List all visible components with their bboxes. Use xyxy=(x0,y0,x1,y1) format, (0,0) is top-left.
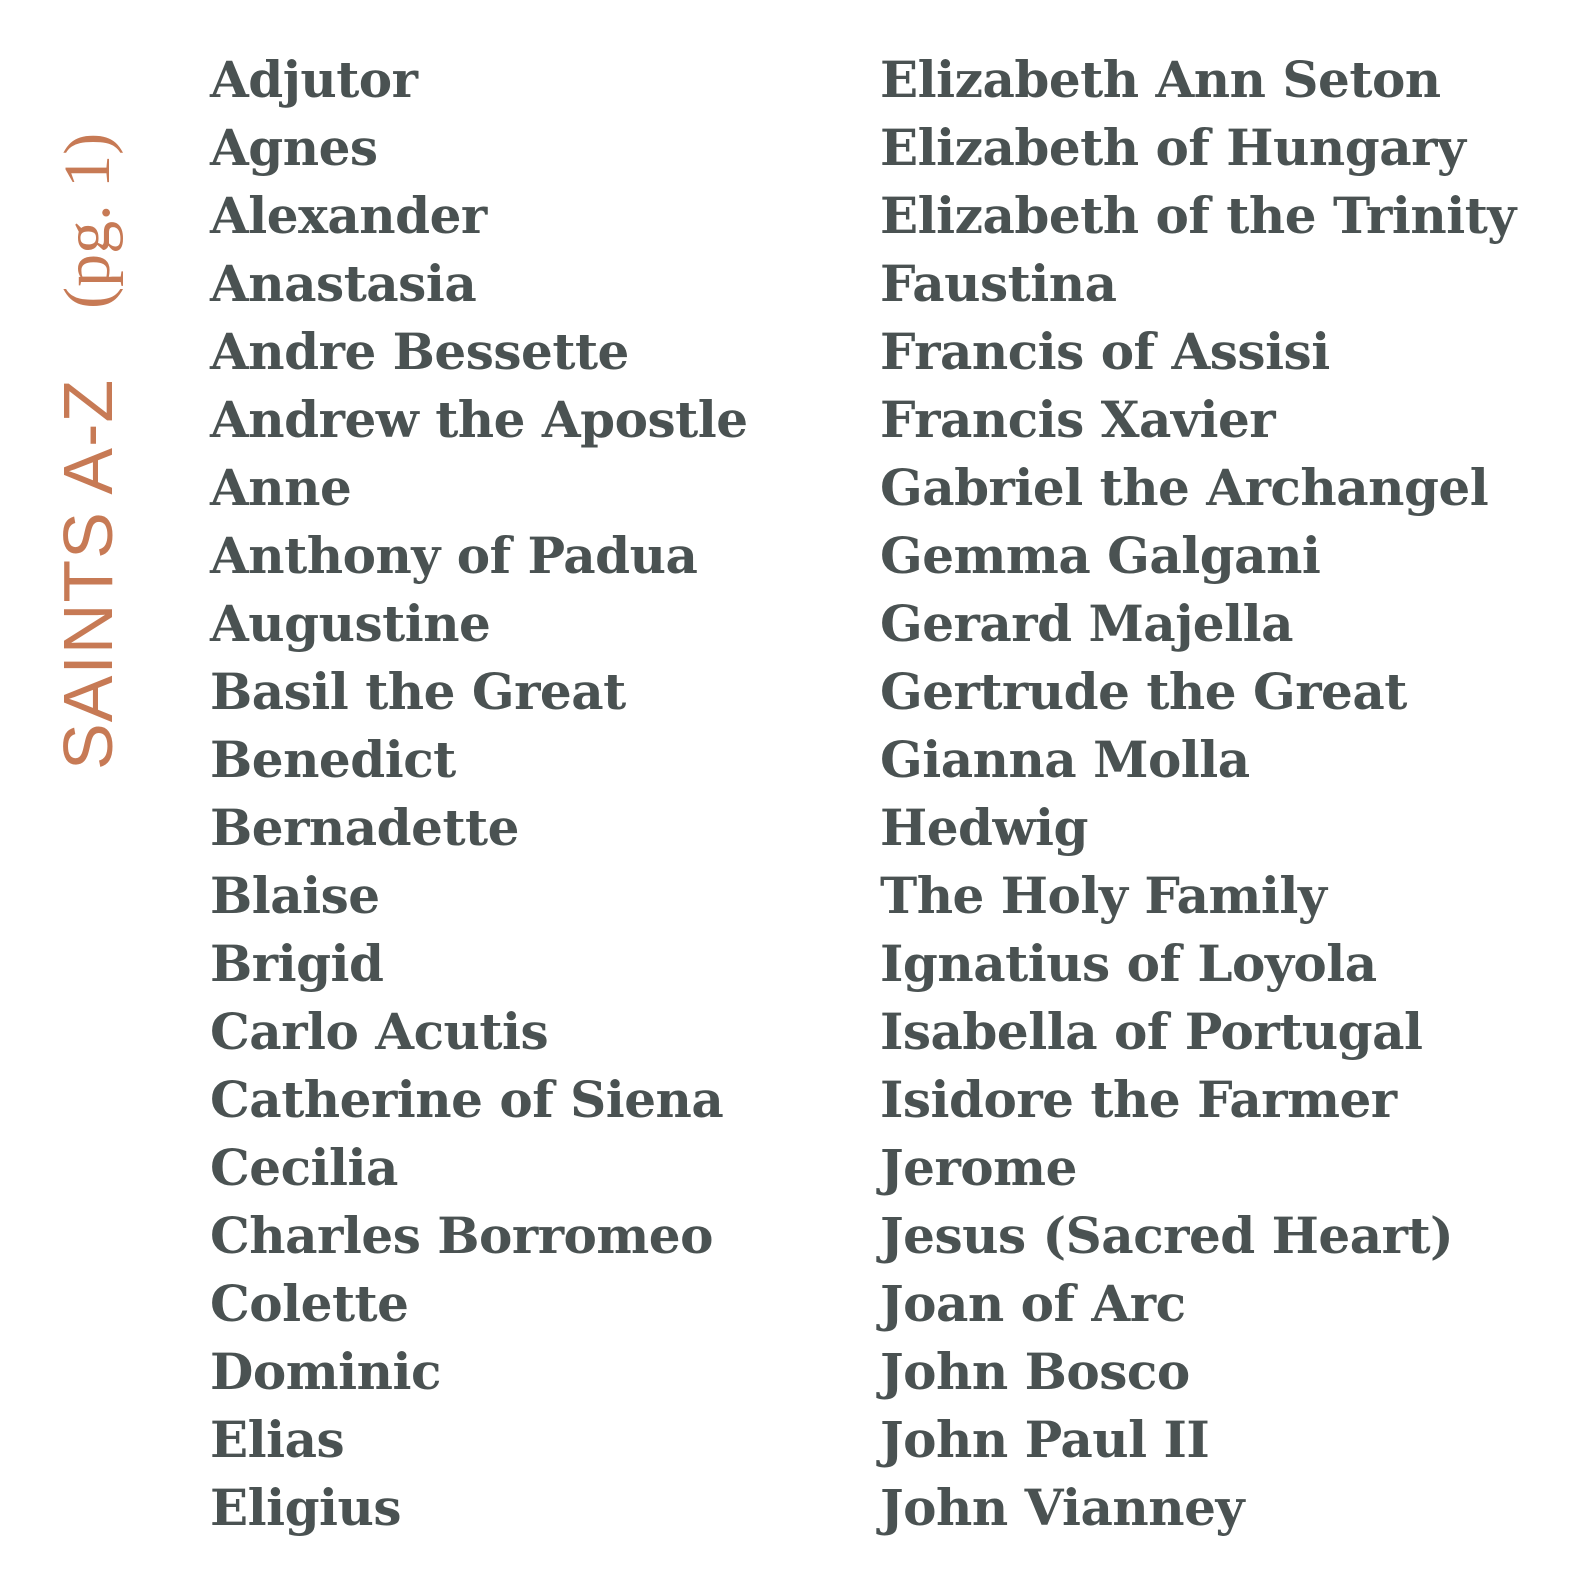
list-item: Francis of Assisi xyxy=(880,322,1330,381)
list-item: Benedict xyxy=(210,730,456,789)
title-main: SAINTS A-Z xyxy=(49,378,127,770)
list-item: Bernadette xyxy=(210,798,519,857)
list-item: Hedwig xyxy=(880,798,1089,857)
list-item: Brigid xyxy=(210,934,384,993)
list-item: Dominic xyxy=(210,1342,441,1401)
list-item: Gertrude the Great xyxy=(880,662,1407,721)
list-item: Anastasia xyxy=(210,254,477,313)
list-item: Basil the Great xyxy=(210,662,626,721)
list-item: Faustina xyxy=(880,254,1117,313)
list-item: Catherine of Siena xyxy=(210,1070,724,1129)
list-item: Elizabeth of the Trinity xyxy=(880,186,1516,245)
list-item: Andrew the Apostle xyxy=(210,390,748,449)
list-item: The Holy Family xyxy=(880,866,1327,925)
list-item: Anne xyxy=(210,458,352,517)
list-item: John Vianney xyxy=(880,1478,1244,1537)
list-item: Elizabeth Ann Seton xyxy=(880,50,1441,109)
list-item: Elizabeth of Hungary xyxy=(880,118,1466,177)
list-item: Gemma Galgani xyxy=(880,526,1321,585)
saints-list-left xyxy=(210,46,830,1542)
list-item: John Paul II xyxy=(880,1410,1210,1469)
list-item: Gabriel the Archangel xyxy=(880,458,1489,517)
saints-list-right xyxy=(880,46,1580,1542)
page-title xyxy=(49,60,127,770)
list-item: Joan of Arc xyxy=(880,1274,1186,1333)
list-item: Gianna Molla xyxy=(880,730,1250,789)
list-item: Ignatius of Loyola xyxy=(880,934,1377,993)
list-item: Carlo Acutis xyxy=(210,1002,549,1061)
list-item: Isabella of Portugal xyxy=(880,1002,1423,1061)
list-item: Francis Xavier xyxy=(880,390,1276,449)
list-item: Adjutor xyxy=(210,50,418,109)
list-item: Jesus (Sacred Heart) xyxy=(880,1206,1454,1265)
list-item: Isidore the Farmer xyxy=(880,1070,1397,1129)
list-item: Charles Borromeo xyxy=(210,1206,713,1265)
list-item: Augustine xyxy=(210,594,491,653)
list-item: Blaise xyxy=(210,866,380,925)
list-item: Andre Bessette xyxy=(210,322,629,381)
list-item: Alexander xyxy=(210,186,487,245)
list-item: Jerome xyxy=(880,1138,1077,1197)
list-item: John Bosco xyxy=(880,1342,1190,1401)
list-item: Anthony of Padua xyxy=(210,526,698,585)
list-item: Cecilia xyxy=(210,1138,398,1197)
list-item: Gerard Majella xyxy=(880,594,1293,653)
list-item: Agnes xyxy=(210,118,378,177)
list-item: Eligius xyxy=(210,1478,402,1537)
title-page-number: (pg. 1) xyxy=(51,132,124,309)
list-item: Colette xyxy=(210,1274,409,1333)
list-item: Elias xyxy=(210,1410,345,1469)
